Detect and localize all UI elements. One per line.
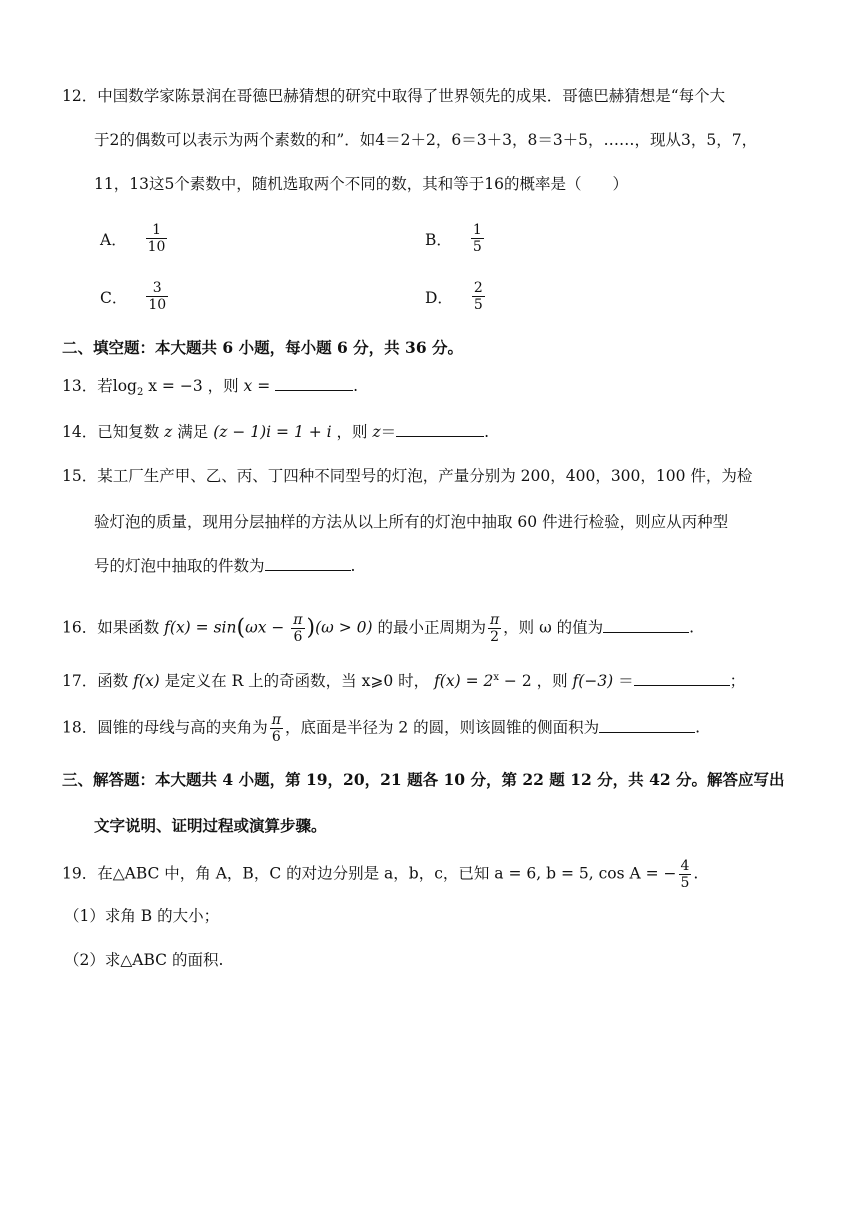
section3-heading-line2: 文字说明、证明过程或演算步骤。 xyxy=(94,816,327,835)
fraction: $\frac{1}{10}$ xyxy=(147,222,166,255)
q15-line2: 验灯泡的质量，现用分层抽样的方法从以上所有的灯泡中抽取 60 件进行检验，则应从丙种型 xyxy=(94,513,729,531)
q14: 14．已知复数 z 满足 (z − 1)i = 1 + i ，则 z＝ . xyxy=(62,423,490,441)
q15-line3: 号的灯泡中抽取的件数为 . xyxy=(94,557,356,575)
q19-part2: （2）求△ABC 的面积. xyxy=(64,951,224,969)
option-label: B． xyxy=(425,230,452,249)
q12-line2: 于2的偶数可以表示为两个素数的和”．如4＝2＋2，6＝3＋3，8＝3＋5，……，现从3，5，7， xyxy=(94,131,758,149)
fraction: $\frac{2}{5}$ xyxy=(473,280,483,313)
q15-line1: 15．某工厂生产甲、乙、丙、丁四种不同型号的灯泡，产量分别为 200，400，300，100 件，为检 xyxy=(62,467,753,485)
option-label: A． xyxy=(100,230,127,249)
answer-blank[interactable] xyxy=(396,422,484,437)
q13: 13．若$\log_2 x = -3$ ，则 x = . xyxy=(62,377,359,399)
q19: 19．在△ABC 中，角 A，B，C 的对边分别是 a，b，c，已知 a = 6, b = 5, cos A = − $\frac{4}{5}$ . xyxy=(62,858,699,891)
q12-option-a[interactable] xyxy=(100,222,169,255)
q12-option-d[interactable] xyxy=(425,280,487,313)
q19-part1: （1）求角 B 的大小； xyxy=(64,907,220,925)
q12-option-b[interactable] xyxy=(425,222,486,255)
q16: 16．如果函数 f(x) = sin(ωx − $\frac{\pi}{6}$ )(ω > 0) 的最小正周期为 $\frac{\pi}{2}$ ，则 ω 的值为 . xyxy=(62,612,695,645)
section2-heading: 二、填空题：本大题共 6 小题，每小题 6 分，共 36 分。 xyxy=(62,338,464,357)
q18: 18．圆锥的母线与高的夹角为 $\frac{\pi}{6}$ ，底面是半径为 2 的圆，则该圆锥的侧面积为 . xyxy=(62,712,701,745)
fraction: $\frac{3}{10}$ xyxy=(148,280,167,313)
q12-line1: 12．中国数学家陈景润在哥德巴赫猜想的研究中取得了世界领先的成果．哥德巴赫猜想是“每个大 xyxy=(62,87,726,105)
q12-option-c[interactable] xyxy=(100,280,170,313)
answer-blank[interactable] xyxy=(265,556,351,571)
q12-line3: 11，13这5个素数中，随机选取两个不同的数，其和等于16的概率是（ ） xyxy=(94,175,629,193)
section3-heading-line1: 三、解答题：本大题共 4 小题，第 19，20，21 题各 10 分，第 22 题 12 分，共 42 分。解答应写出 xyxy=(62,770,785,789)
answer-blank[interactable] xyxy=(634,671,730,686)
answer-blank[interactable] xyxy=(599,718,695,733)
option-label: C． xyxy=(100,288,128,307)
option-label: D． xyxy=(425,288,453,307)
q17: 17．函数 f(x) 是定义在 R 上的奇函数，当 x⩾0 时， $f(x) = 2^x - 2$ ，则 f(−3) ＝ ； xyxy=(62,672,746,691)
fraction: $\frac{1}{5}$ xyxy=(472,222,482,255)
answer-blank[interactable] xyxy=(275,376,353,391)
answer-blank[interactable] xyxy=(603,618,689,633)
